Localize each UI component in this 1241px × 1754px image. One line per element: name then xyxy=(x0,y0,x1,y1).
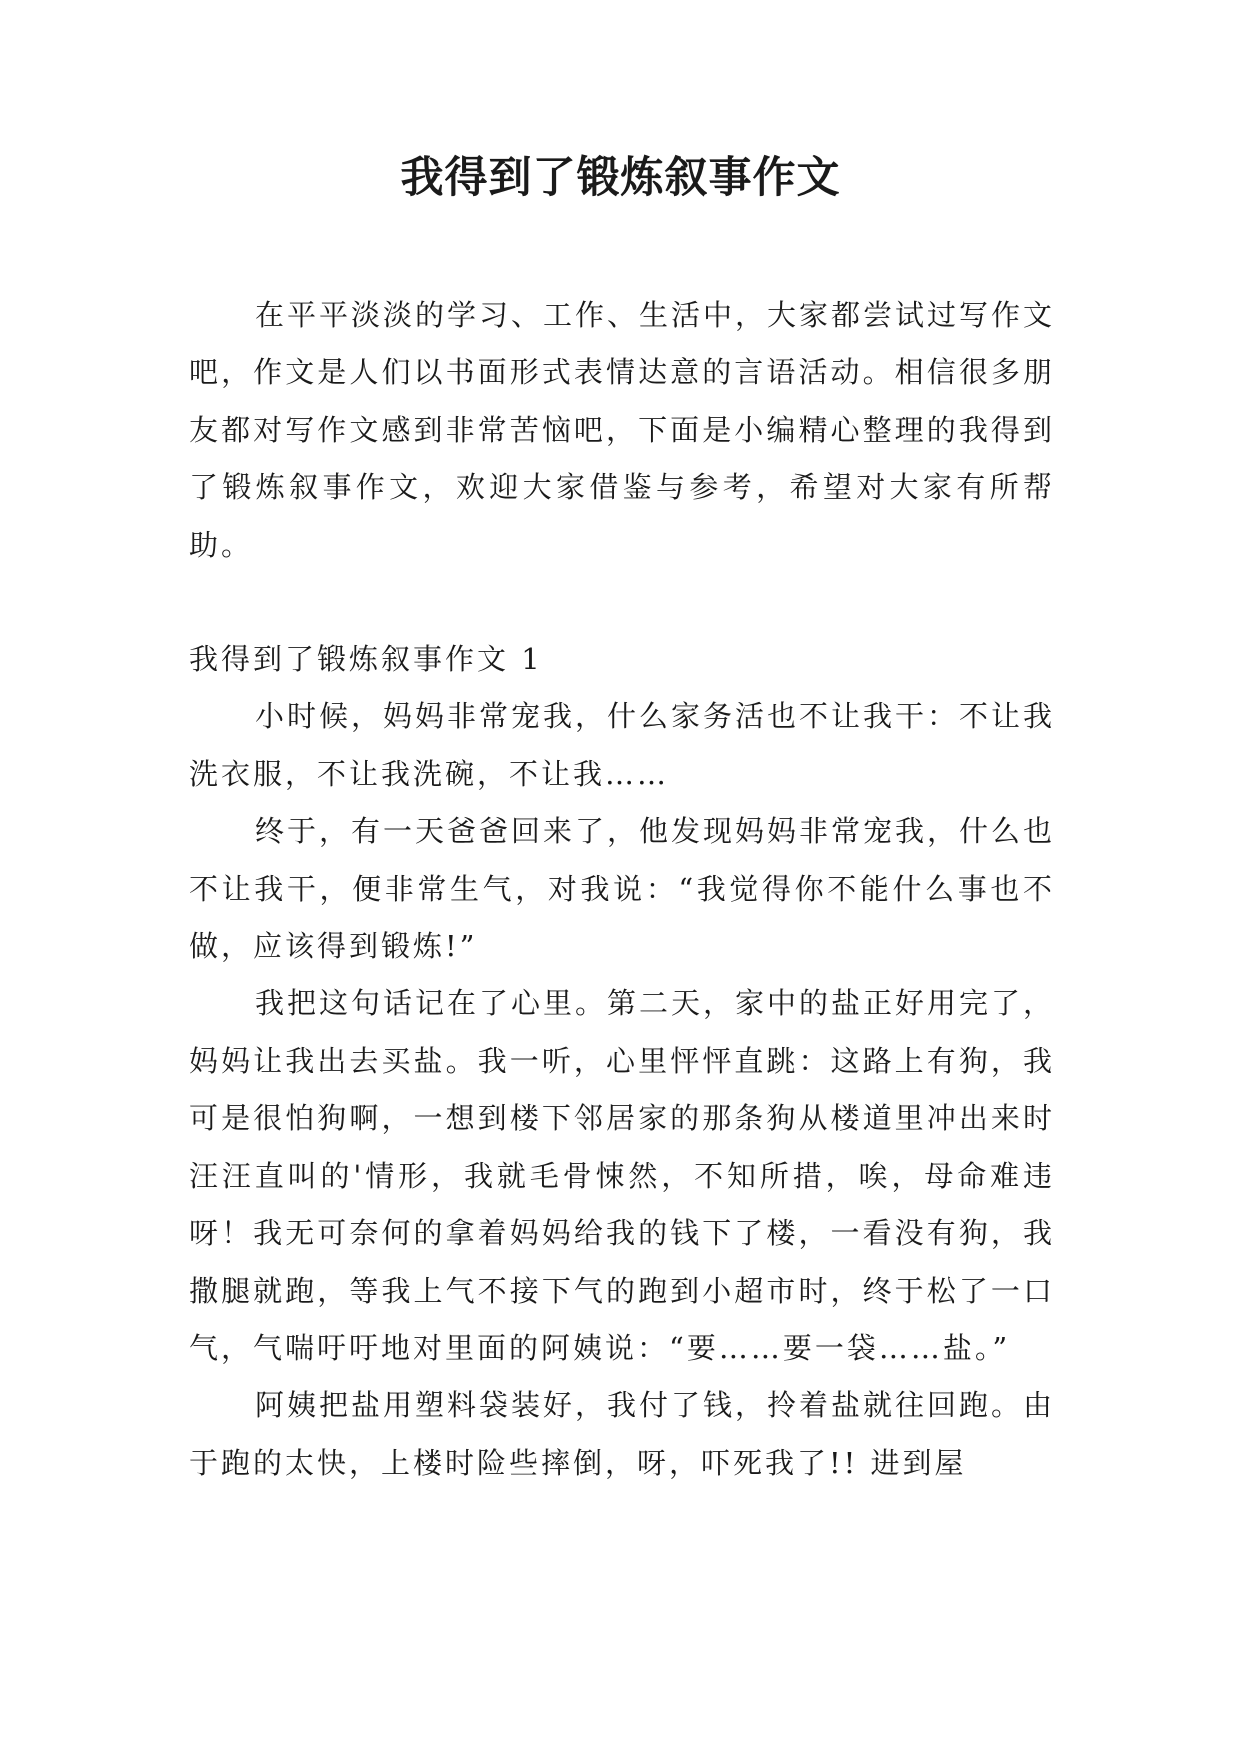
document-title: 我得到了锻炼叙事作文 xyxy=(400,153,841,203)
body-paragraph: 小时候，妈妈非常宠我，什么家务活也不让我干：不让我洗衣服，不让我洗碗，不让我…… xyxy=(189,699,1056,791)
section-heading: 我得到了锻炼叙事作文 1 xyxy=(189,642,543,677)
intro-paragraph: 在平平淡淡的学习、工作、生活中，大家都尝试过写作文吧，作文是人们以书面形式表情达意的言语活动。相信很多朋友都对写作文感到非常苦恼吧，下面是小编精心整理的我得到了锻炼叙事作文，欢迎大家借鉴与参考，希望对大家有所帮助。 xyxy=(189,298,1056,562)
body-paragraph: 终于，有一天爸爸回来了，他发现妈妈非常宠我，什么也不让我干，便非常生气，对我说：“我觉得你不能什么事也不做，应该得到锻炼!” xyxy=(189,814,1056,964)
document-body xyxy=(189,287,1055,1492)
body-paragraph: 阿姨把盐用塑料袋装好，我付了钱，拎着盐就往回跑。由于跑的太快，上楼时险些摔倒，呀，吓死我了!! 进到屋 xyxy=(189,1388,1056,1480)
body-paragraph: 我把这句话记在了心里。第二天，家中的盐正好用完了，妈妈让我出去买盐。我一听，心里怦怦直跳：这路上有狗，我可是很怕狗啊，一想到楼下邻居家的那条狗从楼道里冲出来时汪汪直叫的'情形，我就毛骨悚然，不知所措，唉，母命难违呀！我无可奈何的拿着妈妈给我的钱下了楼，一看没有狗，我撒腿就跑，等我上气不接下气的跑到小超市时，终于松了一口气，气喘吁吁地对里面的阿姨说：“要……要一袋……盐。” xyxy=(189,986,1056,1365)
